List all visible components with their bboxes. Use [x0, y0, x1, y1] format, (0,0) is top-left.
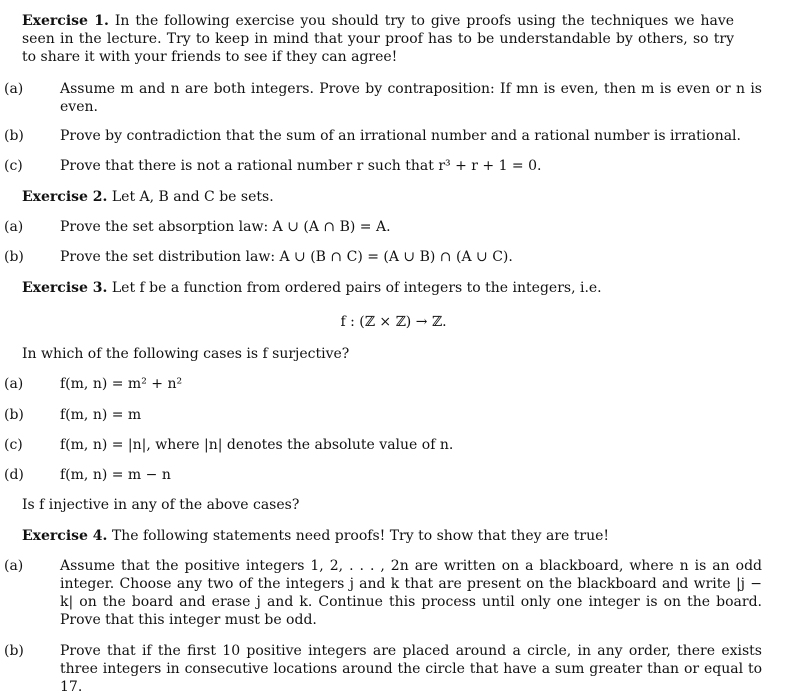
part-label: (b)	[4, 249, 24, 265]
exercise-4-intro-text: The following statements need proofs! Try to show that they are true!	[111, 528, 610, 544]
exercise-3-intro-text: Let f be a function from ordered pairs of integers to the integers, i.e.	[111, 280, 602, 296]
part-text: f(m, n) = m² + n²	[60, 376, 183, 392]
part-label: (a)	[4, 219, 24, 235]
exercise-4-part-a	[4, 557, 762, 629]
exercise-2-part-a	[4, 218, 762, 236]
exercise-1-intro	[22, 12, 734, 66]
exercise-2-part-b	[4, 248, 762, 266]
exercise-3-part-a	[4, 375, 762, 393]
part-text: Assume that the positive integers 1, 2, . . . , 2n are written on a blackboard, where n is an odd integer. Choose any two of the integers j and k that are present on the blackboard and write |j − k| on the board and erase j and k. Continue this process until only one integer is on the board. Prove that this integer must be odd.	[60, 558, 762, 628]
exercise-1-part-a	[4, 80, 762, 116]
exercise-4-heading: Exercise 4.	[22, 528, 108, 544]
part-label: (b)	[4, 407, 24, 423]
part-label: (b)	[4, 643, 24, 659]
exercise-4-intro	[22, 527, 734, 545]
part-text: Prove that there is not a rational number r such that r³ + r + 1 = 0.	[60, 158, 542, 174]
part-label: (d)	[4, 467, 24, 483]
exercise-2-intro-text: Let A, B and C be sets.	[111, 189, 274, 205]
part-text: Prove the set absorption law: A ∪ (A ∩ B) = A.	[60, 219, 391, 235]
function-definition: f : (ℤ × ℤ) → ℤ.	[340, 314, 447, 330]
part-text: Prove that if the first 10 positive integers are placed around a circle, in any order, there exists three integers in consecutive locations around the circle that have a sum greater than or equal to 17.	[60, 643, 762, 695]
part-text: f(m, n) = |n|, where |n| denotes the absolute value of n.	[60, 437, 454, 453]
exercise-3-intro	[22, 279, 734, 297]
part-label: (a)	[4, 81, 24, 97]
exercise-3-part-c	[4, 436, 762, 454]
exercise-3-question: In which of the following cases is f surjective?	[22, 346, 350, 362]
part-label: (b)	[4, 128, 24, 144]
exercise-3-followup: Is f injective in any of the above cases?	[22, 497, 300, 513]
part-label: (a)	[4, 558, 24, 574]
part-text: Prove by contradiction that the sum of an irrational number and a rational number is irrational.	[60, 128, 741, 144]
part-text: f(m, n) = m	[60, 407, 142, 423]
exercise-1-intro-text: In the following exercise you should try to give proofs using the techniques we have seen in the lecture. Try to keep in mind that your proof has to be understandable by others, so try to share it with your friends to see if they can agree!	[22, 13, 735, 65]
exercise-3-heading: Exercise 3.	[22, 280, 108, 296]
exercise-2-intro	[22, 188, 734, 206]
part-text: f(m, n) = m − n	[60, 467, 171, 483]
part-label: (c)	[4, 437, 23, 453]
part-label: (a)	[4, 376, 24, 392]
exercise-3-part-d	[4, 466, 762, 484]
part-label: (c)	[4, 158, 23, 174]
part-text: Prove the set distribution law: A ∪ (B ∩ C) = (A ∪ B) ∩ (A ∪ C).	[60, 249, 513, 265]
exercise-1-part-b	[4, 127, 762, 145]
exercise-2-heading: Exercise 2.	[22, 189, 108, 205]
exercise-1-part-c	[4, 157, 762, 175]
exercise-1-heading: Exercise 1.	[22, 13, 109, 29]
exercise-3-part-b	[4, 406, 762, 424]
part-text: Assume m and n are both integers. Prove by contraposition: If mn is even, then m is even or n is even.	[60, 81, 762, 115]
exercise-4-part-b	[4, 642, 762, 696]
